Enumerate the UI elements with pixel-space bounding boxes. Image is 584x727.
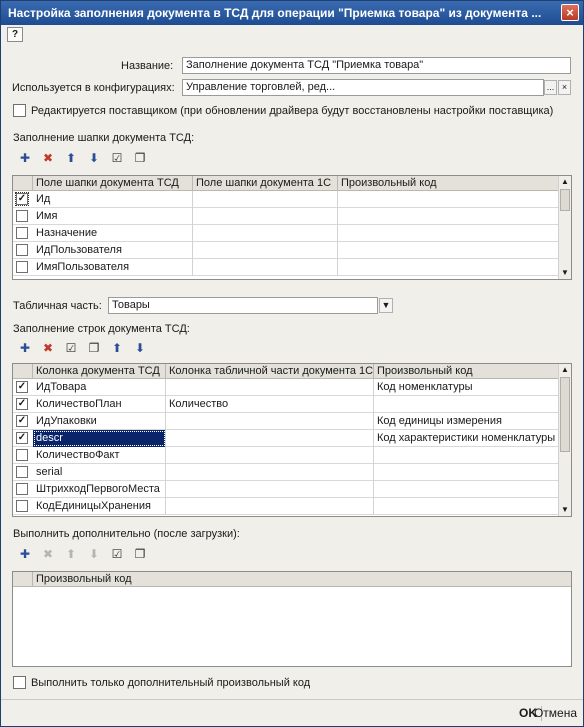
table-cell[interactable]	[193, 191, 338, 208]
move-down-icon[interactable]: ⬇	[88, 151, 100, 165]
table-cell[interactable]: Количество	[166, 396, 374, 413]
table-cell[interactable]	[193, 242, 338, 259]
table-cell[interactable]	[374, 481, 559, 498]
table-cell[interactable]: descr	[33, 430, 166, 447]
add-row-icon[interactable]: ✚	[19, 341, 31, 355]
table-cell[interactable]	[193, 208, 338, 225]
close-button[interactable]: ×	[561, 4, 579, 21]
table-cell[interactable]: Код характеристики номенклатуры	[374, 430, 559, 447]
row-checkbox[interactable]: ✓	[17, 432, 27, 443]
row-checkbox[interactable]: ✓	[17, 415, 27, 426]
table-cell[interactable]: КоличествоПлан	[33, 396, 166, 413]
supplier-checkbox-label: Редактируется поставщиком (при обновлении драйвера будут восстановлены настройки поставщика)	[31, 105, 554, 117]
extra-toolbar	[15, 545, 150, 563]
table-cell[interactable]	[166, 430, 374, 447]
table-row[interactable]	[13, 464, 560, 481]
column-header[interactable]: Колонка документа ТСД	[33, 364, 166, 379]
table-cell[interactable]	[338, 242, 559, 259]
add-row-icon[interactable]: ✚	[19, 151, 31, 165]
move-up-icon[interactable]: ⬆	[65, 547, 77, 561]
table-cell[interactable]: ИдУпаковки	[33, 413, 166, 430]
row-checkbox[interactable]	[16, 227, 28, 239]
table-cell[interactable]: КоличествоФакт	[33, 447, 166, 464]
scroll-thumb[interactable]	[560, 377, 570, 452]
config-field[interactable]: Управление торговлей, ред...	[182, 79, 544, 96]
check-all-icon[interactable]: ☑	[111, 151, 123, 165]
extra-code-table[interactable]	[12, 571, 572, 667]
table-cell[interactable]: Код номенклатуры	[374, 379, 559, 396]
table-cell[interactable]	[338, 259, 559, 276]
table-cell[interactable]: ИдПользователя	[33, 242, 193, 259]
table-cell[interactable]	[374, 447, 559, 464]
delete-row-icon[interactable]: ✖	[42, 341, 54, 355]
table-cell[interactable]	[374, 498, 559, 515]
ok-button[interactable]: OK	[519, 706, 537, 720]
row-checkbox[interactable]: ✓	[17, 381, 27, 392]
table-cell[interactable]	[193, 259, 338, 276]
table-cell[interactable]	[166, 481, 374, 498]
rows-toolbar	[15, 339, 150, 357]
table-row[interactable]	[13, 413, 560, 430]
row-checkbox[interactable]	[16, 261, 28, 273]
table-cell[interactable]	[338, 191, 559, 208]
check-all-icon[interactable]: ☑	[111, 547, 123, 561]
header-table-scrollbar[interactable]	[558, 176, 571, 279]
window-titlebar	[1, 1, 583, 25]
uncheck-all-icon[interactable]: ❐	[88, 341, 100, 355]
rows-fields-table	[12, 363, 572, 517]
row-checkbox[interactable]: ✓	[17, 398, 27, 409]
table-cell[interactable]: ИдТовара	[33, 379, 166, 396]
column-header[interactable]: Произвольный код	[33, 572, 572, 587]
header-toolbar	[15, 149, 150, 167]
table-row[interactable]	[13, 191, 560, 208]
table-cell[interactable]: Имя	[33, 208, 193, 225]
delete-row-icon[interactable]: ✖	[42, 151, 54, 165]
table-row[interactable]	[13, 481, 560, 498]
row-checkbox[interactable]	[16, 244, 28, 256]
table-part-select[interactable]: Товары	[108, 297, 378, 314]
row-checkbox[interactable]	[16, 483, 28, 495]
scroll-up-icon[interactable]: ▲	[561, 365, 569, 374]
table-row[interactable]	[13, 498, 560, 515]
dropdown-icon[interactable]: ▼	[379, 298, 393, 313]
supplier-checkbox[interactable]	[13, 104, 26, 117]
only-extra-checkbox[interactable]	[13, 676, 26, 689]
table-cell[interactable]	[193, 225, 338, 242]
move-up-icon[interactable]: ⬆	[111, 341, 123, 355]
config-label: Используется в конфигурациях:	[12, 82, 175, 94]
header-corner	[13, 364, 33, 379]
header-section-title: Заполнение шапки документа ТСД:	[13, 132, 195, 144]
dialog-buttons-bar	[1, 699, 583, 726]
table-row[interactable]	[13, 396, 560, 413]
table-row[interactable]	[13, 379, 560, 396]
table-part-label: Табличная часть:	[13, 300, 102, 312]
rows-section-title: Заполнение строк документа ТСД:	[13, 323, 190, 335]
table-cell[interactable]: Ид	[33, 191, 193, 208]
table-row[interactable]	[13, 259, 560, 276]
name-label: Название:	[121, 60, 174, 72]
table-row[interactable]	[13, 430, 560, 447]
scroll-down-icon[interactable]: ▼	[561, 505, 569, 514]
row-checkbox[interactable]	[16, 210, 28, 222]
table-cell[interactable]	[166, 413, 374, 430]
row-checkbox[interactable]	[16, 449, 28, 461]
table-cell[interactable]	[338, 225, 559, 242]
table-cell[interactable]: Код единицы измерения	[374, 413, 559, 430]
column-header[interactable]: Поле шапки документа ТСД	[33, 176, 193, 191]
table-cell[interactable]	[338, 208, 559, 225]
check-all-icon[interactable]: ☑	[65, 341, 77, 355]
table-cell[interactable]: Назначение	[33, 225, 193, 242]
delete-row-icon[interactable]: ✖	[42, 547, 54, 561]
move-down-icon[interactable]: ⬇	[88, 547, 100, 561]
table-cell[interactable]	[166, 498, 374, 515]
uncheck-all-icon[interactable]: ❐	[134, 151, 146, 165]
scroll-up-icon[interactable]: ▲	[561, 177, 569, 186]
table-cell[interactable]: КодЕдиницыХранения	[33, 498, 166, 515]
table-row[interactable]	[13, 447, 560, 464]
row-checkbox[interactable]	[16, 466, 28, 478]
table-cell[interactable]	[166, 464, 374, 481]
table-cell[interactable]	[374, 464, 559, 481]
scroll-thumb[interactable]	[560, 189, 570, 211]
row-checkbox[interactable]	[16, 500, 28, 512]
table-cell[interactable]	[374, 396, 559, 413]
header-fields-table	[12, 175, 572, 280]
move-up-icon[interactable]: ⬆	[65, 151, 77, 165]
header-corner	[13, 572, 33, 587]
column-header[interactable]: Произвольный код	[338, 176, 559, 191]
table-cell[interactable]: ИмяПользователя	[33, 259, 193, 276]
row-checkbox[interactable]: ✓	[17, 193, 27, 204]
move-down-icon[interactable]: ⬇	[134, 341, 146, 355]
cancel-button[interactable]: Отмена	[533, 706, 577, 720]
table-cell[interactable]: serial	[33, 464, 166, 481]
only-extra-label: Выполнить только дополнительный произвольный код	[31, 677, 311, 689]
help-button[interactable]: ?	[7, 27, 23, 42]
table-cell[interactable]: ШтрихкодПервогоМеста	[33, 481, 166, 498]
scroll-down-icon[interactable]: ▼	[561, 268, 569, 277]
uncheck-all-icon[interactable]: ❐	[134, 547, 146, 561]
table-row[interactable]	[13, 242, 560, 259]
column-header[interactable]: Колонка табличной части документа 1С	[166, 364, 374, 379]
config-clear-button[interactable]: ×	[558, 80, 571, 95]
table-row[interactable]	[13, 208, 560, 225]
extra-section-title: Выполнить дополнительно (после загрузки):	[13, 528, 240, 540]
table-cell[interactable]	[166, 379, 374, 396]
add-row-icon[interactable]: ✚	[19, 547, 31, 561]
config-select-button[interactable]: ...	[544, 80, 557, 95]
rows-table-scrollbar[interactable]	[558, 364, 571, 516]
name-field[interactable]: Заполнение документа ТСД "Приемка товара"	[182, 57, 571, 74]
table-cell[interactable]	[166, 447, 374, 464]
table-row[interactable]	[13, 225, 560, 242]
column-header[interactable]: Произвольный код	[374, 364, 559, 379]
column-header[interactable]: Поле шапки документа 1С	[193, 176, 338, 191]
window-title: Настройка заполнения документа в ТСД для операции "Приемка товара" из документа ...	[8, 6, 542, 20]
header-corner	[13, 176, 33, 191]
